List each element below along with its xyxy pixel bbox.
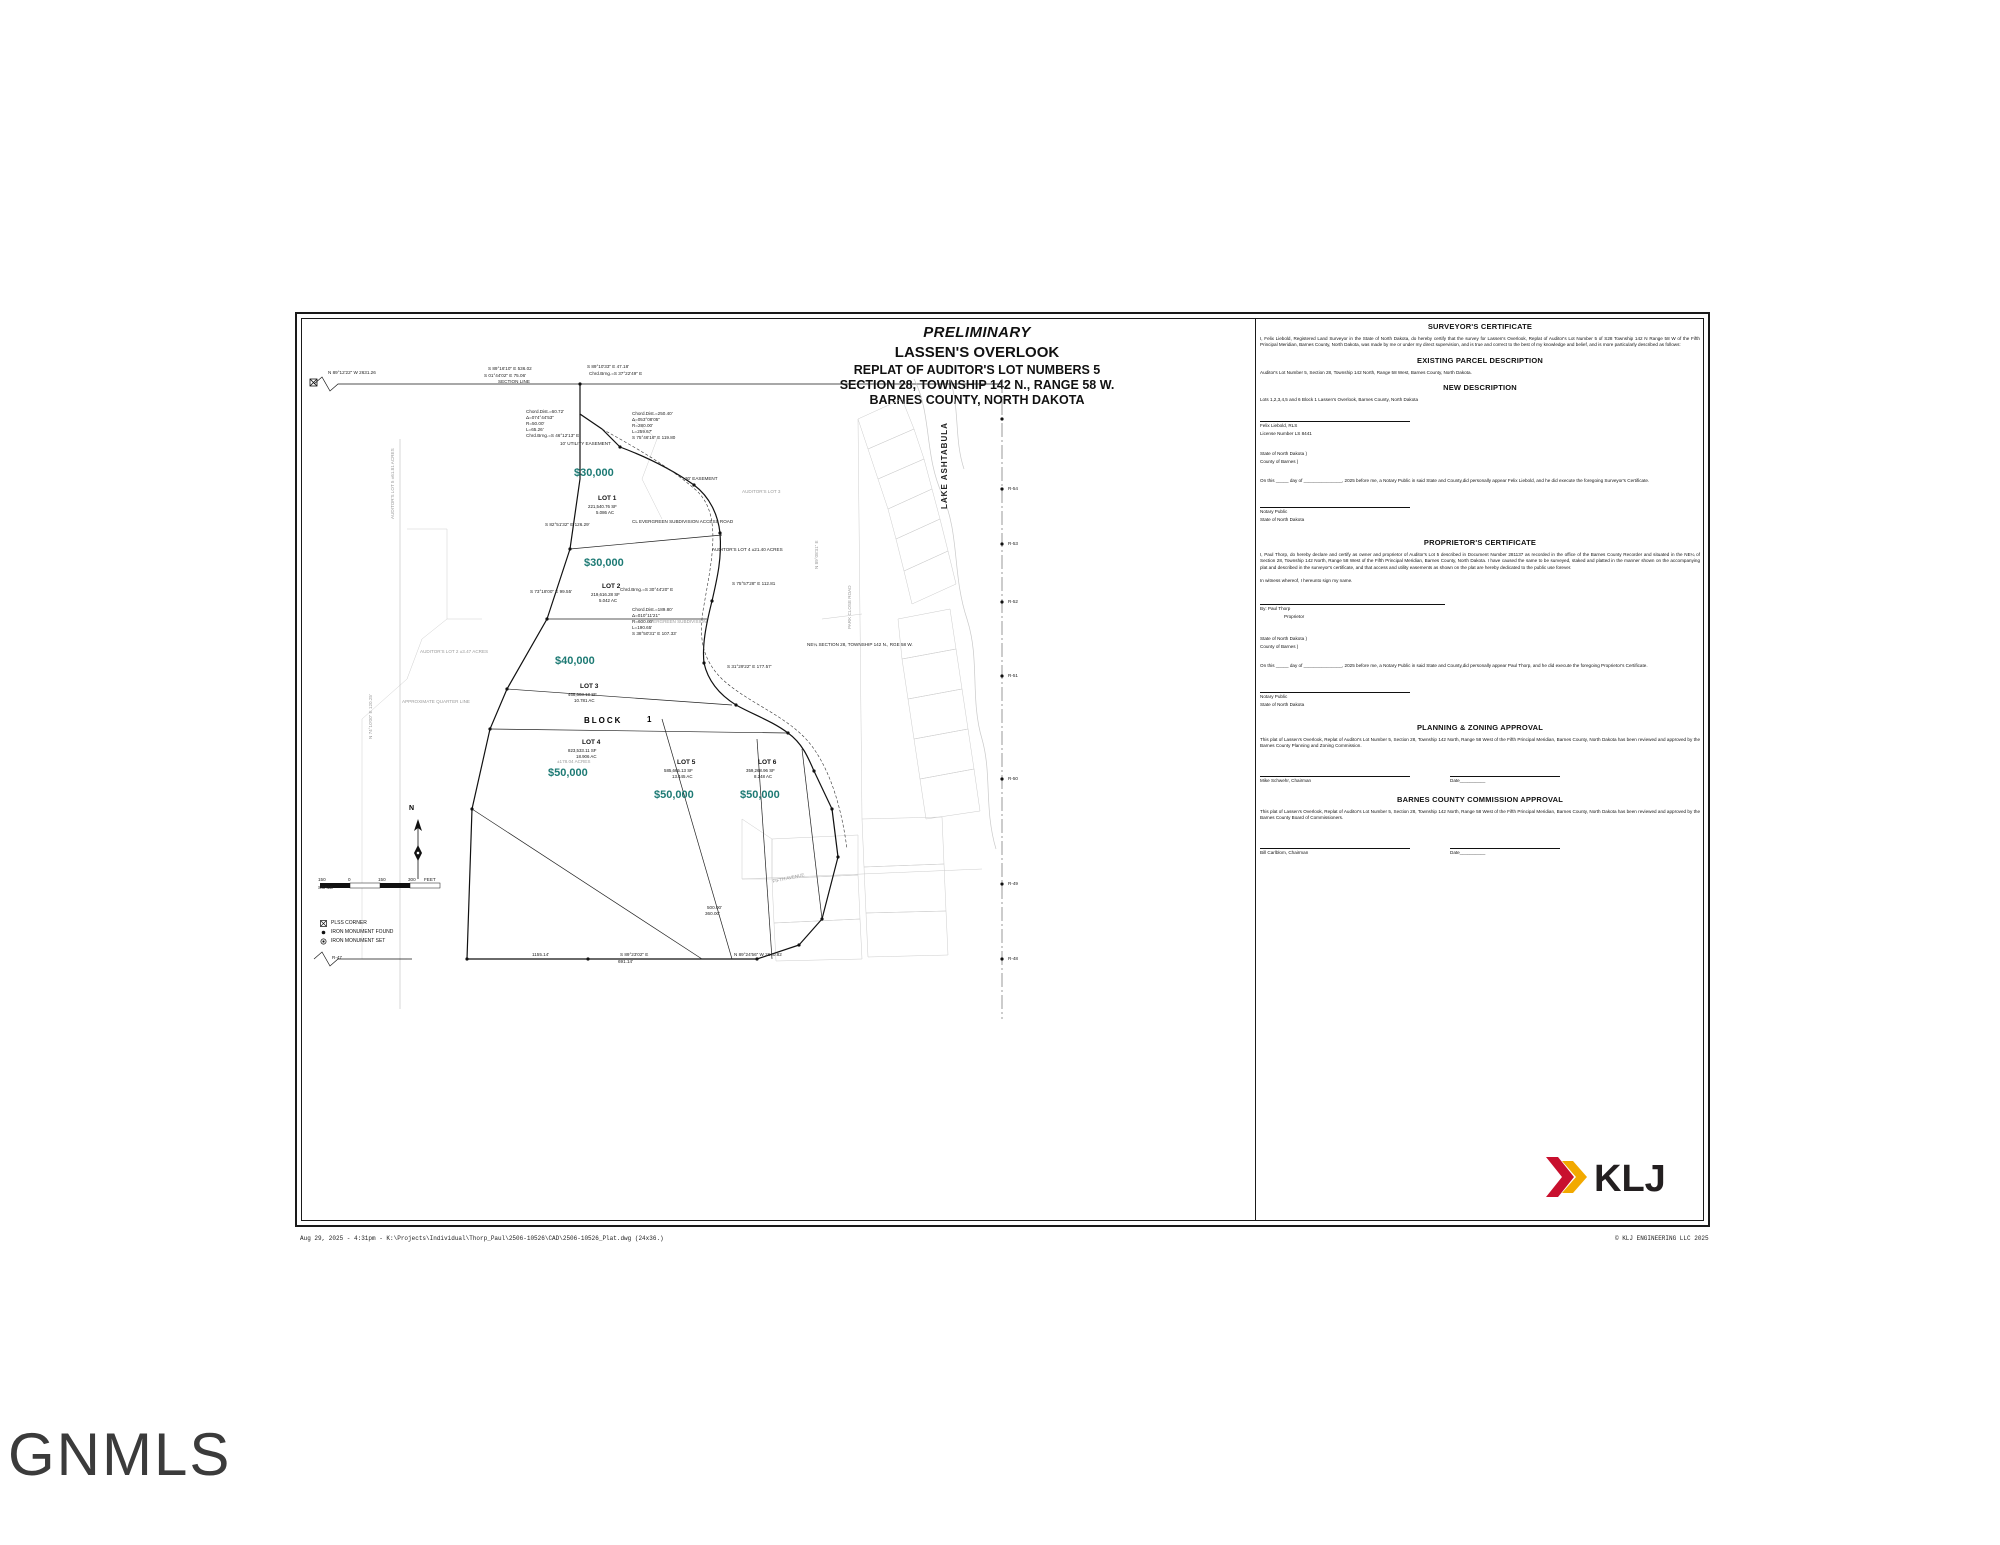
annotation-curve2-brg: Chord.Dist.=250.40' (632, 411, 673, 416)
price-lot-1: $30,000 (574, 467, 614, 479)
lot-6-sf: 359,268.96 SF (746, 768, 775, 773)
legend-label-plss: PLSS CORNER (331, 920, 367, 926)
surveyor-signer: Felix Liebold, RLS (1260, 422, 1298, 428)
commission-date-label: Date__________ (1450, 849, 1486, 855)
lot-2-sf: 219,616.28 SF (591, 592, 620, 597)
price-lot-2: $30,000 (584, 557, 624, 569)
surveyor-notary-public: Notary Public (1260, 509, 1288, 515)
annotation-curve3-r: L=190.65' (632, 625, 653, 630)
new-description-body: Lots 1,2,3,4,5 and 6 Block 1 Lassen's Overlook, Barnes County, North Dakota (1260, 397, 1419, 403)
annotation-auditors-lot-2: AUDITOR'S LOT 5 ±61.81 ACRES (390, 448, 395, 519)
price-lot-3: $40,000 (555, 655, 595, 667)
annotation-r50: R-51 (1008, 673, 1018, 678)
legend-row-found (320, 928, 393, 937)
annotation-utility-easement: 30' EASEMENT (685, 476, 718, 481)
proprietor-witness: In witness whereof, I hereunto sign my name. (1260, 578, 1353, 584)
annotation-r49: R-50 (1008, 776, 1018, 781)
annotation-178-acres: APPROXIMATE QUARTER LINE (402, 699, 470, 704)
annotation-s82-51: S 73°18'00" E 99.55' (530, 589, 573, 594)
lot-5-label: LOT 5 (677, 759, 696, 766)
scale-label: SCALE (318, 885, 334, 890)
svg-text:KLJ: KLJ (1594, 1158, 1666, 1200)
proprietor-county: County of Barnes ) (1260, 643, 1299, 649)
annotation-s75-46-16: 10' UTILITY EASEMENT (560, 441, 611, 446)
plat-map (302, 319, 1255, 1220)
surveyor-notary-state: State of North Dakota (1260, 517, 1305, 523)
plat-sheet (295, 312, 1710, 1227)
proprietor-certificate-heading: PROPRIETOR'S CERTIFICATE (1423, 538, 1537, 548)
annotation-r48: R-49 (1008, 881, 1018, 886)
proprietor-notary-state: State of North Dakota (1260, 702, 1305, 708)
planning-approval-heading: PLANNING & ZONING APPROVAL (1416, 723, 1544, 733)
new-description-heading: NEW DESCRIPTION (1443, 383, 1517, 393)
annotation-auditors-lot-3: AUDITOR'S LOT 2 ±3.47 ACRES (420, 649, 489, 654)
annotation-s31-29: NE¼ SECTION 28, TOWNSHIP 142 N., RGE 58 W. (807, 642, 913, 647)
lot-3-ac: 10.781 AC (574, 698, 595, 703)
price-lot-4: $50,000 (548, 767, 588, 779)
planning-signature-line (1260, 767, 1410, 777)
annotation-r47: R-48 (1008, 956, 1018, 961)
commission-caption-row (1260, 849, 1700, 857)
planning-date-label: Date__________ (1450, 777, 1486, 783)
commission-date-line (1450, 839, 1560, 849)
commission-signature-line (1260, 839, 1410, 849)
plat-drawing (302, 319, 1255, 1220)
footer-copyright: © KLJ ENGINEERING LLC 2025 (1615, 1235, 1709, 1242)
annotation-park-close-road: N 89°08'31" E (814, 540, 819, 569)
lot-2-label: LOT 2 (602, 583, 621, 590)
annotation-s01-44-02: S 01°44'02" E 75.06' (484, 373, 527, 378)
title-line-1: REPLAT OF AUDITOR'S LOT NUMBERS 5 (853, 363, 1101, 377)
surveyor-notary-signature-line (1260, 498, 1410, 508)
title-subdivision-name: LASSEN'S OVERLOOK (894, 344, 1060, 361)
lot-2-ac: 5.042 AC (599, 598, 618, 603)
commission-approval-body: This plat of Lassen's Overlook, Replat of Auditor's Lot Number 5, Section 28, Township 142 North, Range 58 West of the Fifth Principal Meridian, Barnes County, North Dakota has been reviewed and approved by the Barnes County Board of Commissioners. (1260, 808, 1700, 821)
lot-3-sf: 468,603.13 SF (568, 692, 597, 697)
planning-signature-row (1260, 757, 1700, 777)
lot-1-sf: 221,540.76 SF (588, 504, 617, 509)
legend-label-set: IRON MONUMENT SET (331, 938, 386, 944)
surveyor-state: State of North Dakota ) (1260, 450, 1307, 456)
annotation-n74-10: S 82°51'32" E 126.29' (545, 522, 590, 527)
commission-signer: Bill Carlblom, Chairman (1260, 849, 1309, 855)
klj-logo (1542, 1147, 1692, 1207)
annotation-curve1-delta: R=50.00' (526, 421, 545, 426)
annotation-approx-quarter-line: N 74°10'00" E 120.25' (368, 694, 373, 739)
annotation-s38-50: S 75°57'28" E 112.81 (732, 581, 776, 586)
planning-caption-row (1260, 777, 1700, 785)
annotation-curve2-l: S 75°46'16" E 119.80 (632, 435, 676, 440)
planning-signer: Mike Schwehr, Chairman (1260, 777, 1312, 783)
proprietor-notary-public: Notary Public (1260, 694, 1288, 700)
existing-parcel-heading: EXISTING PARCEL DESCRIPTION (1417, 355, 1543, 365)
scale-bar (320, 879, 470, 888)
planning-approval-body: This plat of Lassen's Overlook, Replat of Auditor's Lot Number 5, Section 28, Township 142 North, Range 58 West of the Fifth Principal Meridian, Barnes County, North Dakota has been reviewed and approved by the Barnes County Planning and Zoning Commission. (1260, 737, 1700, 749)
title-preliminary: PRELIMINARY (923, 324, 1031, 341)
annotation-r51: R-52 (1008, 599, 1018, 604)
lot-6-ac: 8.248 AC (754, 774, 773, 779)
annotation-curve3-brg: Chord.Dist.=189.80' (632, 607, 673, 612)
surveyor-county: County of Barnes ) (1260, 458, 1299, 464)
proprietor-signature-line (1260, 595, 1445, 605)
price-lot-5: $50,000 (654, 789, 694, 801)
annotation-ne-quarter-section: EVERGREEN SUBDIVISION (647, 619, 707, 624)
annotation-47-18: Chrd.Brng.=S 37°22'49" E (589, 371, 643, 376)
surveyor-certificate-body: I, Felix Liebold, Registered Land Surveyor in the State of North Dakota, do hereby certify that the survey for Lassen's Overlook, Replat of Auditor's Lot Number 5 of S28 Township 142 N Range 58 W of the Fifth Principal Meridian, Barnes County, North Dakota, was made by me or under my direct supervision, and is true and correct to the best of my knowledge and belief, and is more particularly described as follows: (1260, 336, 1700, 348)
annotation-curve1-r: L=65.26' (526, 427, 544, 432)
proprietor-certificate-body: I, Paul Thorp, do hereby declare and certify as owner and proprietor of Auditor's Lot 5 described in Document Number 281137 as recorded in the office of the Barnes County Recorder and situated in the NE¼ of Section 28, Township 142 North, Range 58 West of the Fifth Principal Meridian, Barnes County, North Dakota. I have caused the same to be surveyed, staked and platted in the manner shown on the accompanying plat and described in the surveyor's certificate, and that access and utility easements as shown on the plat are hereby dedicated to the public use forever. (1260, 552, 1700, 570)
annotation-section-line: SECTION LINE (498, 379, 530, 384)
annotation-n89-24-56: R-47 (332, 955, 342, 960)
annotation-evergreen-subdivision: FIFTH AVENUE (772, 872, 805, 884)
legend-row-plss (320, 919, 393, 928)
annotation-n89-08-31: 360.00' (705, 911, 720, 916)
lot-1-label: LOT 1 (598, 495, 617, 502)
annotation-curve3-delta: R=600.00' (632, 619, 653, 624)
surveyor-signature-line (1260, 412, 1410, 422)
annotation-auditors-lot-5: ±178.04 ACRES (557, 759, 591, 764)
plss-corner-icon (320, 920, 327, 927)
annotation-r52: R-53 (1008, 541, 1018, 546)
lot-4-label: LOT 4 (582, 739, 601, 746)
annotation-s89-10-33: S 89°10'33" E 47.18' (587, 364, 630, 369)
lake-label: LAKE ASHTABULA (940, 422, 949, 509)
existing-parcel-body: Auditor's Lot Number 5, Section 28, Township 142 North, Range 58 West, Barnes County, North Dakota. (1260, 369, 1472, 375)
block-number: 1 (647, 715, 652, 724)
proprietor-state: State of North Dakota ) (1260, 635, 1307, 641)
proprietor-by: By: Paul Thorp (1260, 605, 1291, 611)
watermark-gnmls: GNMLS (8, 1421, 232, 1488)
annotation-curve3-dist: Δ=010°11'21" (632, 613, 660, 618)
lot-4-ac: 18.906 AC (576, 754, 597, 759)
scale-tick-0: 150 (318, 877, 326, 882)
block-label: BLOCK (584, 716, 623, 725)
annotation-curve2-delta: R=280.00' (632, 423, 653, 428)
lot-5-sf: 585,665.13 SF (664, 768, 693, 773)
annotation-curve1-l: Chrd.Brng.=S 46°12'13" E (526, 433, 580, 438)
surveyor-license: License Number LS 8441 (1260, 430, 1312, 436)
annotation-curve1-brg: Chord.Dist.=60.72' (526, 409, 565, 414)
lot-6-label: LOT 6 (758, 759, 777, 766)
annotation-s73-18: Chrd.Brng.=S 30°44'20" E (620, 587, 674, 592)
annotation-s75-57: S 31°29'22" E 177.57' (727, 664, 772, 669)
scale-tick-1: 0 (348, 877, 351, 882)
proprietor-notary-signature-line (1260, 683, 1410, 693)
annotation-curve2-dist: Δ=053°08'05" (632, 417, 660, 422)
certificates-panel (1260, 322, 1700, 1212)
annotation-360: 500.00' (707, 905, 722, 910)
legend-row-set (320, 937, 393, 946)
iron-monument-found-icon (320, 929, 327, 936)
proprietor-title: Proprietor (1284, 613, 1305, 619)
commission-signature-row (1260, 829, 1700, 849)
lot-1-ac: 5.086 AC (596, 510, 615, 515)
annotation-curve2-r: L=259.67' (632, 429, 653, 434)
annotation-cl-evergreen-road: AUDITOR'S LOT 4 ±21.40 ACRES (712, 547, 783, 552)
title-line-2: SECTION 28, TOWNSHIP 142 N., RANGE 58 W. (839, 378, 1115, 392)
annotation-s89-23-02: 691.14' (618, 959, 633, 964)
legend-label-found: IRON MONUMENT FOUND (331, 929, 394, 935)
annotation-691: N 89°24'56" W 2640.82 (734, 952, 782, 957)
annotation-s89-16-10: S 89°16'10" E 536.02 (488, 366, 532, 371)
planning-date-line (1450, 767, 1560, 777)
lot-3-label: LOT 3 (580, 683, 599, 690)
legend (320, 919, 393, 946)
lot-4-sf: 823,533.11 SF (568, 748, 597, 753)
annotation-curve1-dist: Δ=074°44'53" (526, 415, 554, 420)
annotation-fifth-avenue: PARK CLOSE ROAD (847, 585, 852, 629)
annotation-curve3-l: S 38°50'31" E 107.33' (632, 631, 677, 636)
title-line-3: BARNES COUNTY, NORTH DAKOTA (869, 393, 1085, 407)
footer-file-path: Aug 29, 2025 - 4:31pm - K:\Projects\Individual\Thorp_Paul\2506-10526\CAD\2506-10526_Plat.dwg (24x36.) (300, 1235, 664, 1242)
iron-monument-set-icon (320, 938, 327, 945)
annotation-r53: R-54 (1008, 486, 1018, 491)
north-letter: N (409, 805, 415, 812)
annotation-auditors-lot-4: AUDITOR'S LOT 3 (742, 489, 781, 494)
scale-tick-2: 150 (378, 877, 386, 882)
commission-approval-heading: BARNES COUNTY COMMISSION APPROVAL (1396, 794, 1564, 804)
annotation-1155: S 89°23'02" E (620, 952, 649, 957)
surveyor-notary-line: On this _____ day of _______________, 2025 before me, a Notary Public in said State and County,did personally appear Felix Liebold, and he did execute the foregoing Surveyor's Certificate. (1260, 477, 1650, 483)
annotation-30-easement: CL EVERGREEN SUBDIVISION ACCESS ROAD (632, 519, 734, 524)
scale-units: FEET (424, 877, 436, 882)
annotation-500: 1155.14' (532, 952, 550, 957)
price-lot-6: $50,000 (740, 789, 780, 801)
proprietor-notary-line: On this _____ day of _______________, 2025 before me, a Notary Public in said State and County,did personally appear Paul Thorp, and he did execute the foregoing Proprietor's Certificate. (1260, 662, 1648, 668)
sheet-vertical-divider (1255, 318, 1256, 1221)
scale-tick-3: 300 (408, 877, 416, 882)
surveyor-certificate-heading: SURVEYOR'S CERTIFICATE (1427, 322, 1533, 331)
lot-5-ac: 13.445 AC (672, 774, 693, 779)
annotation-n-section-west: N 89°12'22" W 2631.26 (328, 370, 376, 375)
